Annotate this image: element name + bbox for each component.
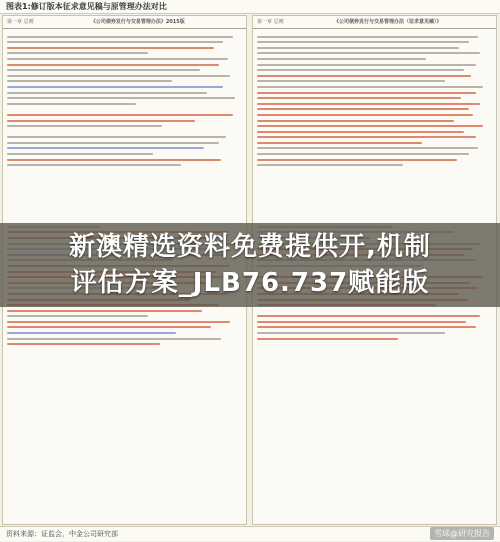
right-chapter-label: 第一章 总则 (257, 19, 284, 25)
overlay-headline-line1: 新澳精选资料免费提供开,机制 (69, 232, 431, 262)
left-chapter-label: 第一章 总则 (7, 19, 34, 25)
left-column-title: 《公司债券发行与交易管理办法》2015版 (90, 19, 185, 25)
right-column-title: 《公司债券发行与交易管理办法（征求意见稿）》 (334, 19, 442, 25)
figure-title: 图表1:修订版本征求意见稿与原管理办法对比 (0, 0, 500, 14)
source-watermark: 雪球@研究报告 (430, 527, 494, 540)
right-column-header (253, 16, 496, 29)
left-column-header (3, 16, 246, 29)
overlay-headline-line2: 评估方案_JLB76.737赋能版 (70, 268, 430, 298)
promo-overlay-banner (0, 223, 500, 307)
source-footer: 资料来源：证监会，中金公司研究部 (0, 526, 500, 541)
